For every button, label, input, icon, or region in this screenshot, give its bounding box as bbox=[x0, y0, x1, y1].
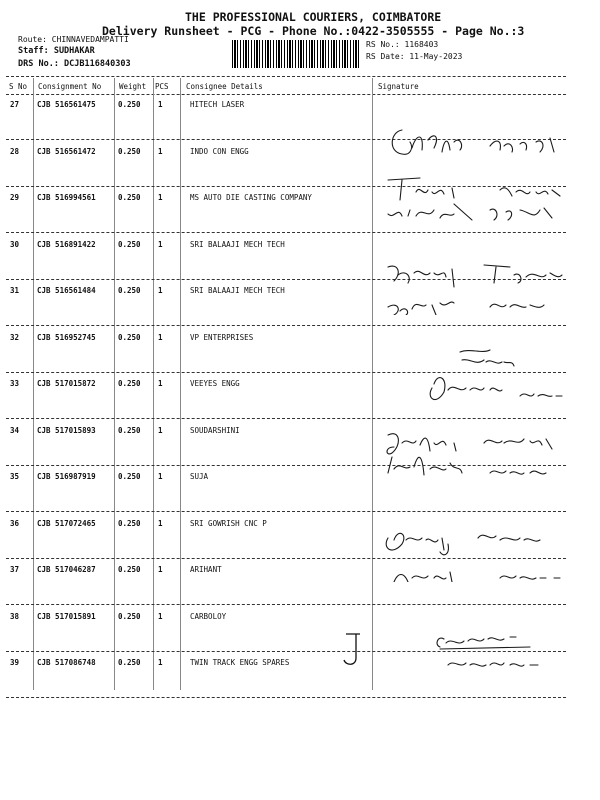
row-consignment-number: CJB 516987919 bbox=[37, 472, 96, 481]
row-pieces: 1 bbox=[158, 379, 163, 388]
row-serial-number: 31 bbox=[10, 286, 20, 295]
route-label: Route: CHINNAVEDAMPATTI bbox=[18, 35, 129, 44]
row-pieces: 1 bbox=[158, 193, 163, 202]
drs-number: DRS No.: DCJB116840303 bbox=[18, 59, 131, 69]
signature-image bbox=[380, 112, 580, 172]
row-weight: 0.250 bbox=[118, 472, 141, 481]
row-serial-number: 27 bbox=[10, 100, 20, 109]
row-weight: 0.250 bbox=[118, 425, 141, 435]
row-divider bbox=[6, 325, 566, 326]
row-serial-number: 39 bbox=[10, 658, 20, 667]
row-consignment-number: CJB 517086748 bbox=[37, 658, 96, 667]
row-divider bbox=[6, 418, 566, 419]
row-weight: 0.250 bbox=[118, 146, 141, 156]
signature-image bbox=[380, 625, 580, 685]
row-weight: 0.250 bbox=[118, 611, 141, 621]
row-pieces: 1 bbox=[158, 518, 163, 528]
row-consignee: VEEYES ENGG bbox=[190, 379, 240, 388]
col-header-signature: Signature bbox=[378, 82, 419, 91]
row-pieces: 1 bbox=[158, 425, 163, 435]
row-pieces: 1 bbox=[158, 286, 163, 295]
row-weight: 0.250 bbox=[118, 239, 141, 249]
row-serial-number: 38 bbox=[10, 611, 20, 621]
row-pieces: 1 bbox=[158, 239, 163, 249]
row-pieces: 1 bbox=[158, 658, 163, 667]
row-pieces: 1 bbox=[158, 611, 163, 621]
column-separator bbox=[33, 78, 34, 690]
signature-image bbox=[380, 170, 580, 230]
row-divider bbox=[6, 511, 566, 512]
column-separator bbox=[153, 78, 154, 690]
row-weight: 0.250 bbox=[118, 379, 141, 388]
row-pieces: 1 bbox=[158, 472, 163, 481]
row-divider bbox=[6, 697, 566, 698]
row-consignment-number: CJB 517015891 bbox=[37, 611, 96, 621]
row-pieces: 1 bbox=[158, 100, 163, 109]
signature-image bbox=[380, 425, 580, 485]
row-serial-number: 29 bbox=[10, 193, 20, 202]
col-header-pcs: PCS bbox=[155, 82, 169, 91]
row-pieces: 1 bbox=[158, 565, 163, 574]
row-serial-number: 37 bbox=[10, 565, 20, 574]
col-header-sno: S No bbox=[9, 82, 28, 91]
row-consignment-number: CJB 517015893 bbox=[37, 425, 96, 435]
row-weight: 0.250 bbox=[118, 518, 141, 528]
tick-mark-icon bbox=[338, 630, 368, 668]
row-consignment-number: CJB 517046287 bbox=[37, 565, 96, 574]
row-serial-number: 34 bbox=[10, 425, 20, 435]
col-header-consignment: Consignment No bbox=[38, 82, 102, 91]
column-separator bbox=[372, 78, 373, 690]
row-consignee: SRI BALAAJI MECH TECH bbox=[190, 286, 285, 295]
row-serial-number: 35 bbox=[10, 472, 20, 481]
row-pieces: 1 bbox=[158, 146, 163, 156]
row-pieces: 1 bbox=[158, 332, 163, 342]
row-consignee: TWIN TRACK ENGG SPARES bbox=[190, 658, 290, 667]
col-header-weight: Weight bbox=[119, 82, 147, 91]
row-weight: 0.250 bbox=[118, 658, 141, 667]
row-consignee: HITECH LASER bbox=[190, 100, 245, 109]
company-title: THE PROFESSIONAL COURIERS, COIMBATORE bbox=[185, 10, 442, 24]
row-weight: 0.250 bbox=[118, 565, 141, 574]
row-serial-number: 30 bbox=[10, 239, 20, 249]
row-weight: 0.250 bbox=[118, 100, 141, 109]
row-serial-number: 36 bbox=[10, 518, 20, 528]
row-consignee: VP ENTERPRISES bbox=[190, 332, 254, 342]
row-divider bbox=[6, 232, 566, 233]
row-consignee: INDO CON ENGG bbox=[190, 146, 249, 156]
row-consignment-number: CJB 516561484 bbox=[37, 286, 96, 295]
row-consignment-number: CJB 516952745 bbox=[37, 332, 96, 342]
row-consignee: SOUDARSHINI bbox=[190, 425, 240, 435]
row-consignment-number: CJB 516994561 bbox=[37, 193, 96, 202]
row-serial-number: 33 bbox=[10, 379, 20, 388]
staff-label: Staff: SUDHAKAR bbox=[18, 46, 95, 56]
row-consignee: SRI BALAAJI MECH TECH bbox=[190, 239, 285, 249]
signature-image bbox=[380, 255, 580, 315]
row-consignee: MS AUTO DIE CASTING COMPANY bbox=[190, 193, 312, 202]
row-consignee: ARIHANT bbox=[190, 565, 222, 574]
column-separator bbox=[114, 78, 115, 690]
row-weight: 0.250 bbox=[118, 332, 141, 342]
row-consignee: SRI GOWRISH CNC P bbox=[190, 518, 267, 528]
barcode-image bbox=[232, 40, 360, 68]
row-weight: 0.250 bbox=[118, 286, 141, 295]
row-weight: 0.250 bbox=[118, 193, 141, 202]
rs-number: RS No.: 1168403 bbox=[366, 40, 439, 49]
row-consignment-number: CJB 516891422 bbox=[37, 239, 96, 249]
column-separator bbox=[180, 78, 181, 690]
rs-date: RS Date: 11-May-2023 bbox=[366, 52, 463, 61]
row-consignment-number: CJB 516561475 bbox=[37, 100, 96, 109]
header-bottom-divider bbox=[6, 94, 566, 95]
runsheet-subtitle: Delivery Runsheet - PCG - Phone No.:0422-3505555 - Page No.:3 bbox=[102, 24, 525, 38]
row-consignment-number: CJB 517072465 bbox=[37, 518, 96, 528]
signature-image bbox=[380, 522, 580, 582]
row-consignment-number: CJB 517015872 bbox=[37, 379, 96, 388]
row-serial-number: 28 bbox=[10, 146, 20, 156]
row-consignment-number: CJB 516561472 bbox=[37, 146, 96, 156]
header-top-divider bbox=[6, 76, 566, 77]
row-divider bbox=[6, 604, 566, 605]
row-consignee: SUJA bbox=[190, 472, 209, 481]
signature-image bbox=[380, 344, 580, 404]
col-header-consignee: Consignee Details bbox=[186, 82, 263, 91]
row-serial-number: 32 bbox=[10, 332, 20, 342]
row-consignee: CARBOLOY bbox=[190, 611, 227, 621]
